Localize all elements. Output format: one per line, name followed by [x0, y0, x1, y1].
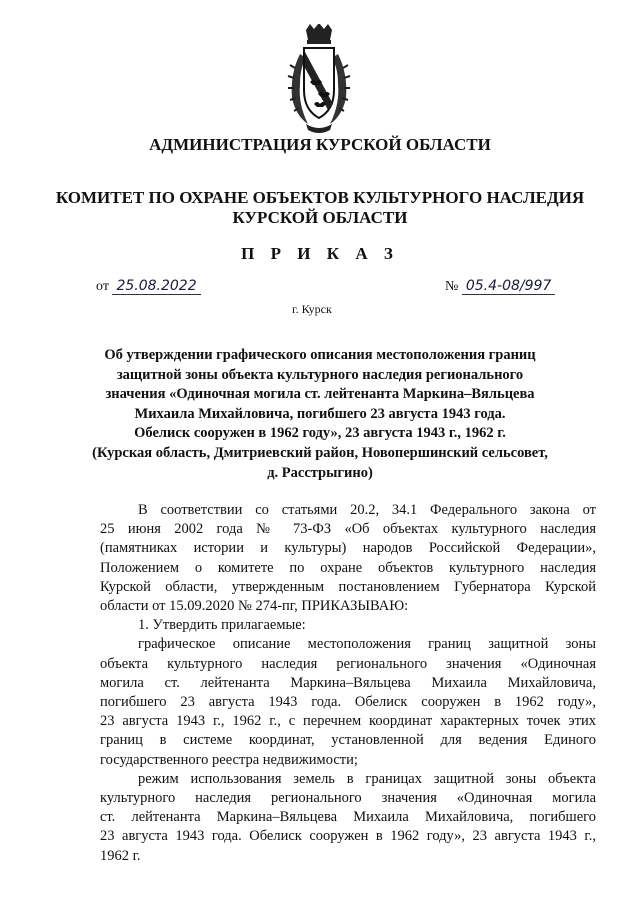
subject-line: защитной зоны объекта культурного наследия регионального	[116, 366, 524, 383]
body-line: государственного реестра недвижимости;	[100, 751, 358, 768]
body-line: погибшего 23 августа 1943 года. Обелиск сооружен в 1962 году»,	[100, 694, 596, 711]
order-subject	[80, 346, 560, 483]
subject-line: Об утверждении графического описания местоположения границ	[104, 347, 536, 363]
body-line: режим использования земель в границах защитной зоны объекта	[138, 770, 596, 787]
subject-line: Обелиск сооружен в 1962 году», 23 августа 1943 г., 1962 г.	[134, 425, 506, 442]
body-line: культурного наследия регионального значения «Одиночная могила	[100, 790, 596, 807]
body-line: ст. лейтенанта Маркина–Вяльцева Михаила Михайловича, погибшего	[100, 809, 596, 826]
subject-line: д. Расстрыгино)	[267, 464, 373, 481]
body-line: 23 августа 1943 года. Обелиск сооружен в 1962 году», 23 августа 1943 г.,	[100, 828, 596, 845]
number-prefix: №	[445, 279, 459, 294]
body-line: 23 августа 1943 г., 1962 г., с перечнем координат характерных точек этих	[100, 713, 596, 730]
body-line: Курской области, утвержденным постановлением Губернатора Курской	[100, 578, 596, 595]
body-line: Положением о комитете по охране объектов культурного наследия	[100, 559, 596, 576]
date-value: 25.08.2022	[112, 278, 200, 295]
committee-title-line2: КУРСКОЙ ОБЛАСТИ	[232, 208, 408, 227]
number-value: 05.4-08/997	[462, 278, 555, 295]
city: г. Курск	[292, 302, 332, 316]
body-line: могила ст. лейтенанта Маркина–Вяльцева Михаила Михайловича,	[100, 674, 596, 691]
kursk-coat-of-arms-icon	[286, 24, 352, 136]
body-line: 1962 г.	[100, 847, 141, 864]
order-body	[100, 501, 596, 866]
committee-title-line1: КОМИТЕТ ПО ОХРАНЕ ОБЪЕКТОВ КУЛЬТУРНОГО НАСЛЕДИЯ	[55, 188, 585, 207]
body-line: области от 15.09.2020 № 274-пг, ПРИКАЗЫВАЮ:	[100, 598, 409, 615]
body-line: объекта культурного наследия регионального значения «Одиночная	[100, 655, 596, 672]
date-prefix: от	[96, 279, 109, 294]
item-heading: 1. Утвердить прилагаемые:	[138, 617, 306, 634]
body-line: (памятниках истории и культуры) народов Российской Федерации»,	[100, 540, 596, 557]
subject-line: (Курская область, Дмитриевский район, Новопершинский сельсовет,	[92, 444, 548, 461]
document-type: П Р И К А З	[241, 244, 399, 263]
body-line: 25 июня 2002 года № 73-ФЗ «Об объектах культурного наследия	[100, 521, 596, 538]
order-number	[445, 278, 555, 295]
body-line: В соответствии со статьями 20.2, 34.1 Федерального закона от	[138, 502, 596, 518]
organization-title: АДМИНИСТРАЦИЯ КУРСКОЙ ОБЛАСТИ	[149, 135, 491, 154]
body-line: графическое описание местоположения границ защитной зоны	[138, 636, 596, 653]
subject-line: Михаила Михайловича, погибшего 23 августа 1943 года.	[134, 405, 506, 422]
body-line: границ в системе координат, установленной для ведения Единого	[100, 732, 596, 749]
order-date	[96, 278, 201, 295]
subject-line: значения «Одиночная могила ст. лейтенанта Маркина–Вяльцева	[105, 386, 535, 403]
